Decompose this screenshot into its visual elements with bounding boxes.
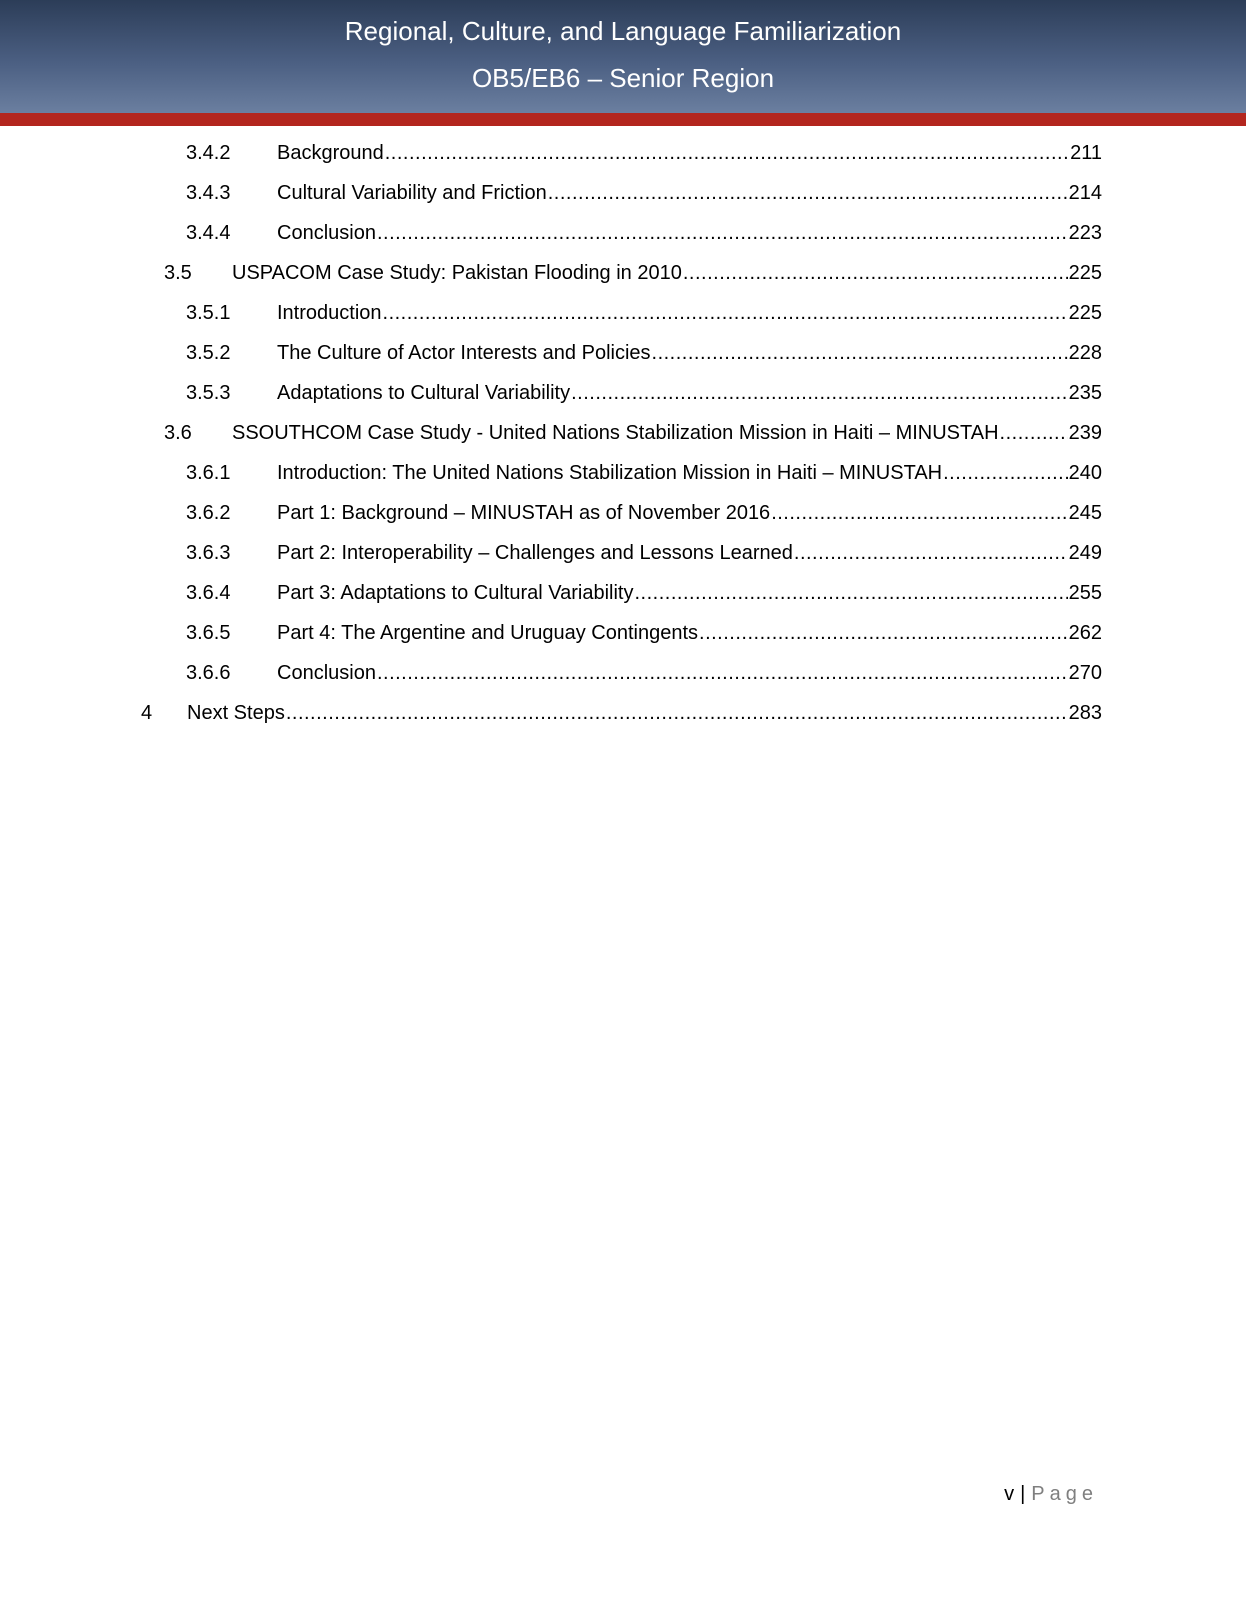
toc-dot-leader [943,453,1068,493]
toc-entry-page: 283 [1068,702,1102,724]
toc-entry-number: 3.5.3 [186,382,231,404]
toc-entry-page: 223 [1068,222,1102,244]
toc-entry-number: 3.6 [164,422,192,444]
toc-dot-leader [548,173,1068,213]
toc-entry-number: 3.6.5 [186,622,231,644]
toc-entry-title: Conclusion [277,662,376,684]
toc-entry-number: 3.6.2 [186,502,231,524]
toc-entry-page: 228 [1068,342,1102,364]
toc-entry-page: 225 [1068,302,1102,324]
toc-entry-title: Part 4: The Argentine and Uruguay Contingents [277,622,699,644]
toc-entry-page: 211 [1070,142,1102,164]
toc-entry-title: Cultural Variability and Friction [277,182,547,204]
toc-entry-page: 262 [1068,622,1102,644]
toc-entry[interactable] [0,613,1246,653]
toc-dot-leader [634,573,1067,613]
toc-dot-leader [699,613,1068,653]
toc-entry-number: 3.5.2 [186,342,231,364]
toc-entry-page: 225 [1068,262,1102,284]
toc-entry-page: 245 [1068,502,1102,524]
header-accent-bar [0,113,1246,126]
toc-entry[interactable] [0,213,1246,253]
toc-entry-page: 235 [1068,382,1102,404]
footer-page-label: Page [1031,1483,1098,1505]
toc-entry-number: 4 [141,702,153,724]
toc-entry[interactable] [0,333,1246,373]
toc-dot-leader [377,653,1068,693]
toc-entry[interactable] [0,533,1246,573]
toc-entry[interactable] [0,173,1246,213]
toc-dot-leader [1000,413,1068,453]
toc-dot-leader [286,693,1068,733]
toc-entry[interactable] [0,133,1246,173]
toc-entry-title: Conclusion [277,222,376,244]
toc-entry-page: 249 [1068,542,1102,564]
toc-entry[interactable] [0,493,1246,533]
toc-entry-title: Part 3: Adaptations to Cultural Variability [277,582,634,604]
toc-dot-leader [571,373,1068,413]
toc-entry-page: 240 [1068,462,1102,484]
toc-entry-page: 270 [1068,662,1102,684]
toc-dot-leader [683,253,1068,293]
header-title: Regional, Culture, and Language Familiarization [344,16,902,46]
toc-entry-number: 3.5.1 [186,302,231,324]
toc-dot-leader [771,493,1067,533]
toc-entry-title: Part 1: Background – MINUSTAH as of November 2016 [277,502,771,524]
toc-entry-number: 3.5 [164,262,192,284]
toc-entry[interactable] [0,693,1246,733]
toc-entry[interactable] [0,373,1246,413]
toc-entry-title: Adaptations to Cultural Variability [277,382,571,404]
toc-entry-title: SSOUTHCOM Case Study - United Nations Stabilization Mission in Haiti – MINUSTAH [232,422,999,444]
toc-entry-number: 3.6.4 [186,582,231,604]
toc-dot-leader [385,133,1069,173]
footer-separator: | [1020,1483,1026,1505]
page-footer [1004,1480,1098,1508]
header-subtitle: OB5/EB6 – Senior Region [471,63,775,93]
toc-entry-number: 3.6.3 [186,542,231,564]
toc-entry-number: 3.6.6 [186,662,231,684]
page-header [0,0,1246,113]
toc-entry-number: 3.4.4 [186,222,231,244]
toc-entry-title: Background [277,142,384,164]
toc-dot-leader [794,533,1068,573]
footer-page-number: v [1004,1483,1015,1505]
toc-dot-leader [377,213,1068,253]
toc-entry-page: 255 [1068,582,1102,604]
toc-entry[interactable] [0,453,1246,493]
toc-entry-number: 3.6.1 [186,462,231,484]
toc-entry[interactable] [0,293,1246,333]
toc-entry-number: 3.4.3 [186,182,231,204]
toc-entry[interactable] [0,653,1246,693]
toc-entry-title: Introduction [277,302,382,324]
toc-dot-leader [652,333,1068,373]
toc-entry-title: Introduction: The United Nations Stabilization Mission in Haiti – MINUSTAH [277,462,943,484]
toc-entry-title: Part 2: Interoperability – Challenges and Lessons Learned [277,542,793,564]
toc-entry[interactable] [0,573,1246,613]
toc-entry[interactable] [0,253,1246,293]
toc-entry-title: The Culture of Actor Interests and Policies [277,342,651,364]
toc-entry-page: 214 [1068,182,1102,204]
toc-entry[interactable] [0,413,1246,453]
toc-entry-title: USPACOM Case Study: Pakistan Flooding in 2010 [232,262,682,284]
toc-entry-page: 239 [1068,422,1102,444]
toc-entry-title: Next Steps [187,702,285,724]
table-of-contents [0,133,1246,733]
toc-dot-leader [383,293,1068,333]
toc-entry-number: 3.4.2 [186,142,231,164]
